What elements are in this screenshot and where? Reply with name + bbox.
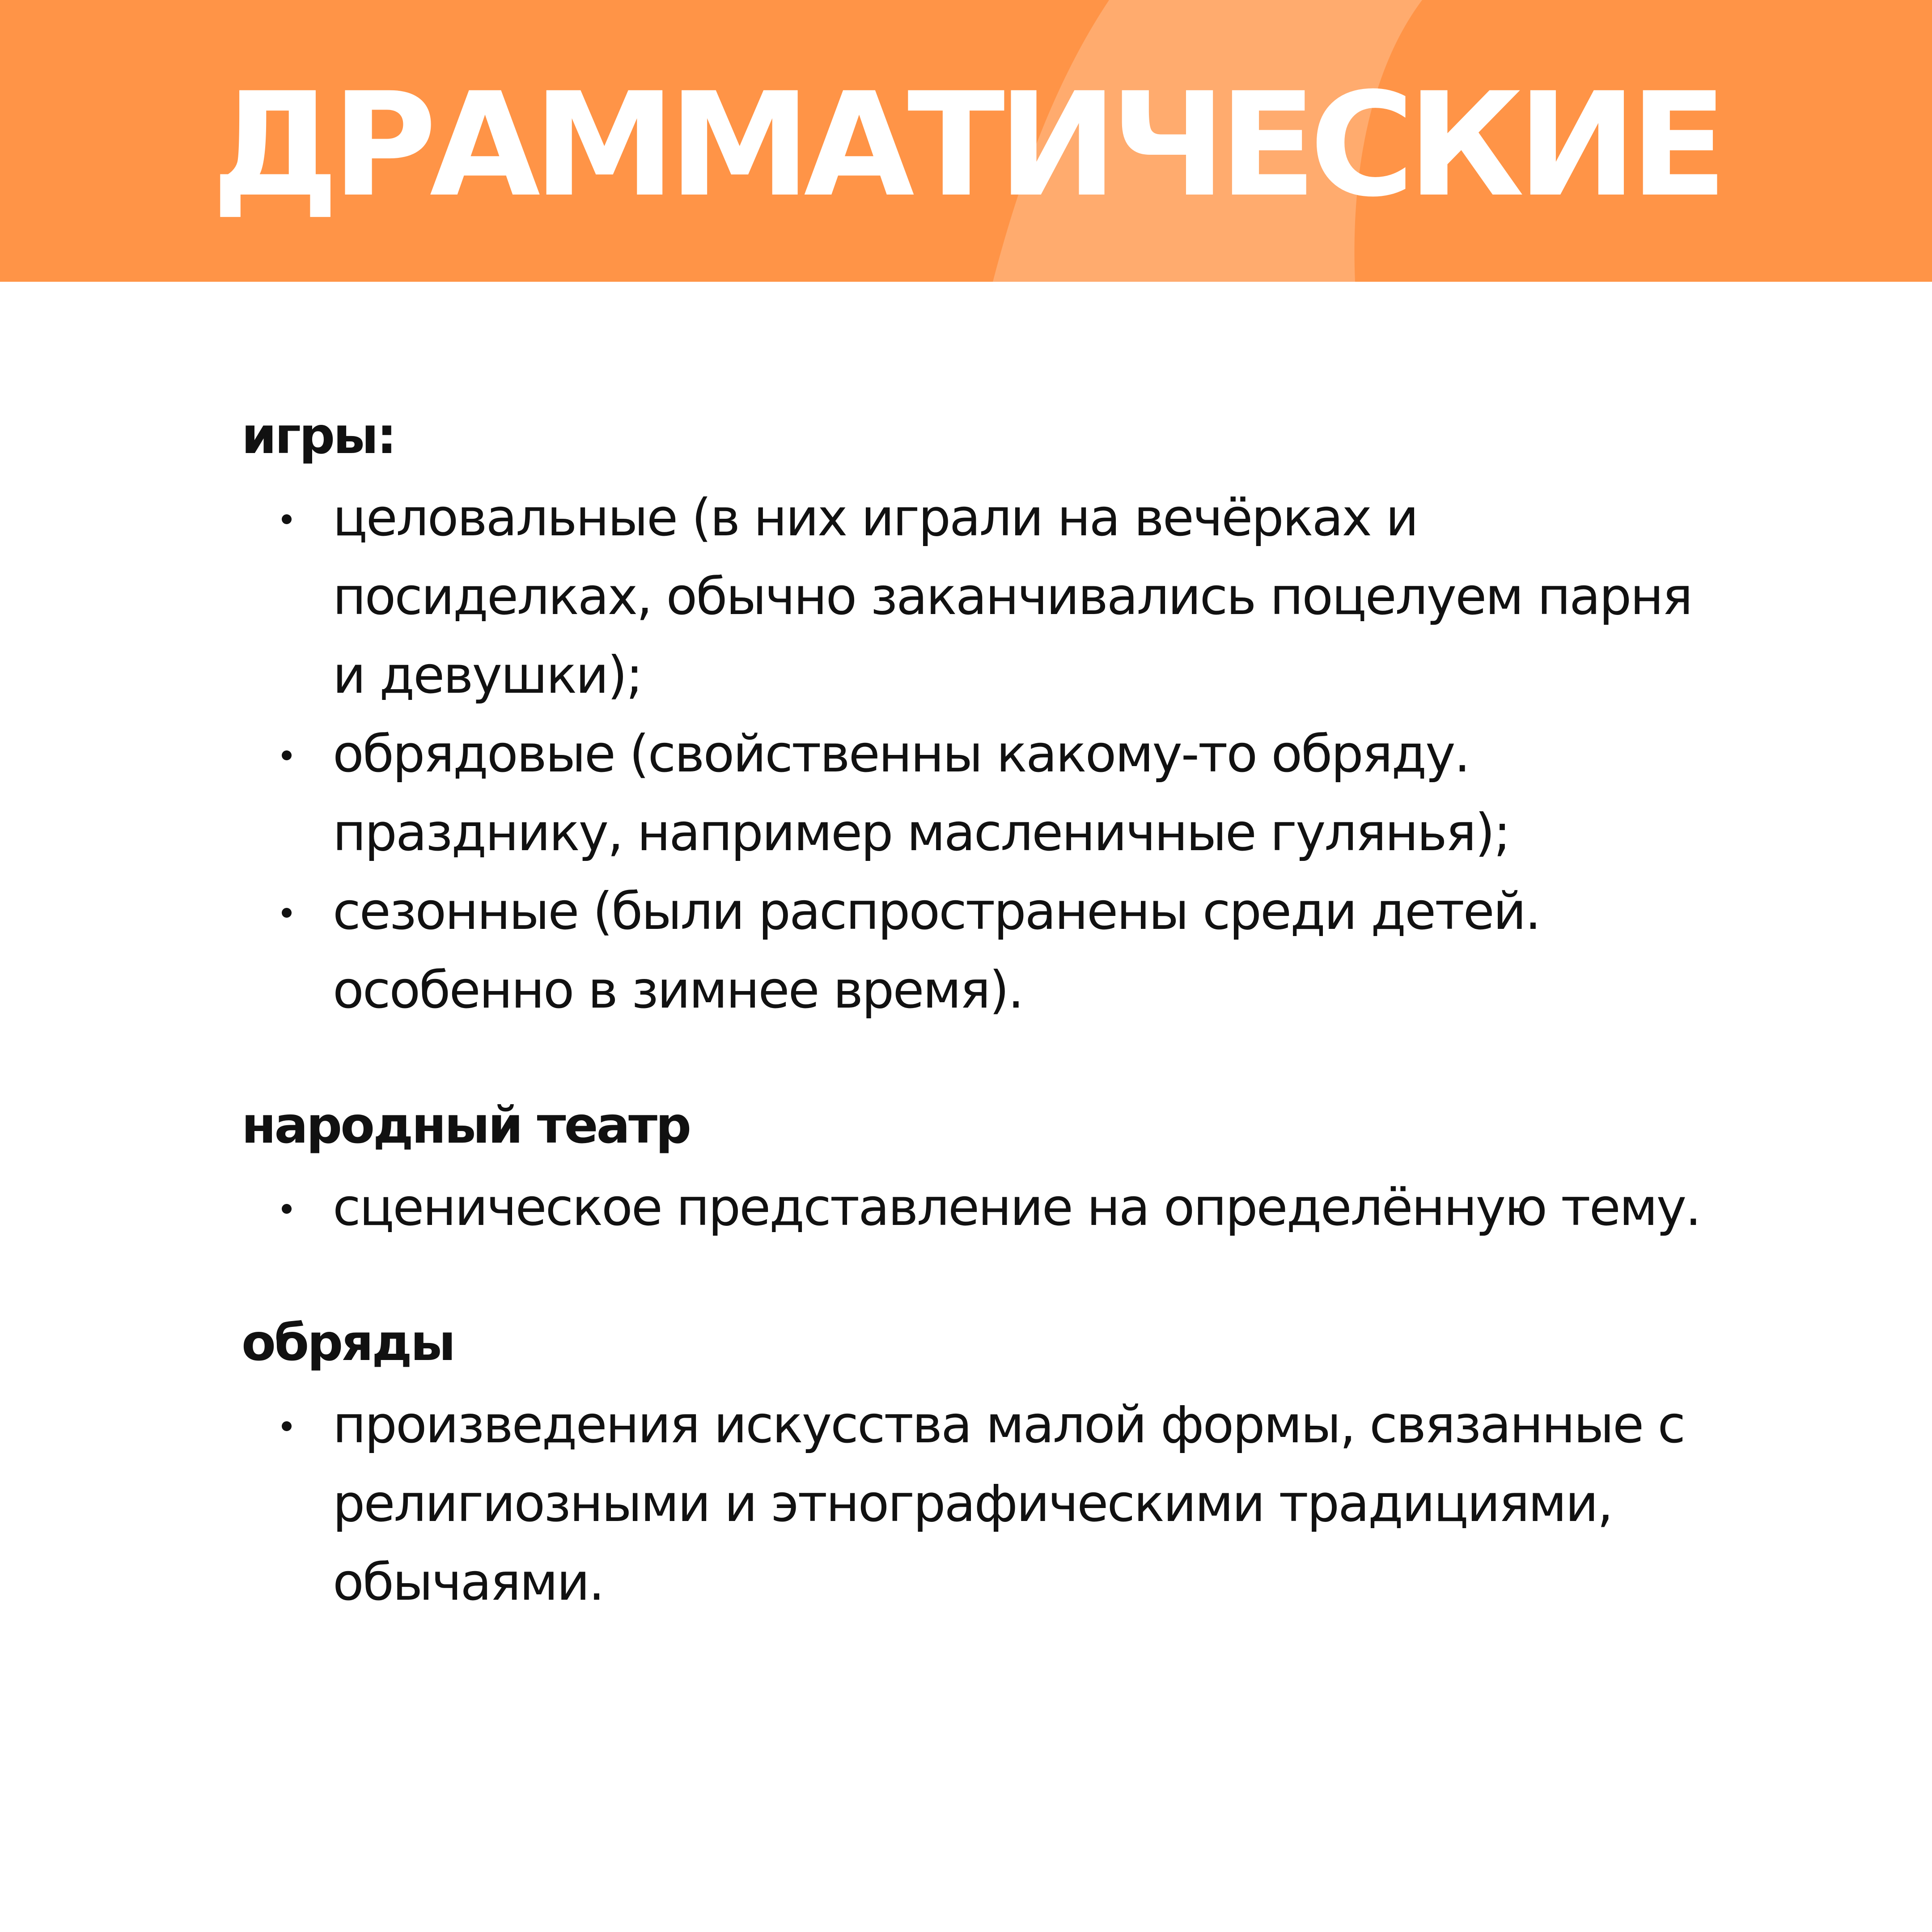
list-item xyxy=(242,715,1726,872)
list-item xyxy=(242,1385,1726,1622)
list-item xyxy=(242,1168,1726,1247)
section-games xyxy=(242,402,1726,1030)
section-heading-rites: обряды xyxy=(242,1314,454,1372)
list-item-text: целовальные (в них играли на вечёрках и посиделках, обычно заканчивались поцелуем парня и девушки); xyxy=(333,488,1692,705)
bullet-icon xyxy=(282,1421,292,1431)
page-title: ДРАММАТИЧЕСКИЕ xyxy=(212,62,1720,229)
list-item-text: сценическое представление на определённую тему. xyxy=(333,1178,1700,1237)
section-rites xyxy=(242,1309,1726,1622)
content-area xyxy=(242,402,1726,1622)
bullet-list-games xyxy=(242,479,1726,1030)
section-heading-games: игры: xyxy=(242,407,395,465)
bullet-icon xyxy=(282,908,292,918)
bullet-icon xyxy=(282,1204,292,1214)
list-item xyxy=(242,872,1726,1030)
header-banner xyxy=(0,0,1932,282)
bullet-icon xyxy=(282,514,292,524)
list-item-text: произведения искусства малой формы, связанные с религиозными и этнографическими традициями, обычаями. xyxy=(333,1395,1685,1612)
bullet-list-folk-theatre xyxy=(242,1168,1726,1247)
bullet-list-rites xyxy=(242,1385,1726,1622)
list-item xyxy=(242,479,1726,715)
list-item-text: сезонные (были распространены среди детей. особенно в зимнее время). xyxy=(333,881,1540,1020)
section-folk-theatre xyxy=(242,1092,1726,1247)
list-item-text: обрядовые (свойственны какому-то обряду. празднику, например масленичные гулянья); xyxy=(333,724,1510,862)
bullet-icon xyxy=(282,750,292,760)
section-heading-folk-theatre: народный театр xyxy=(242,1097,690,1155)
